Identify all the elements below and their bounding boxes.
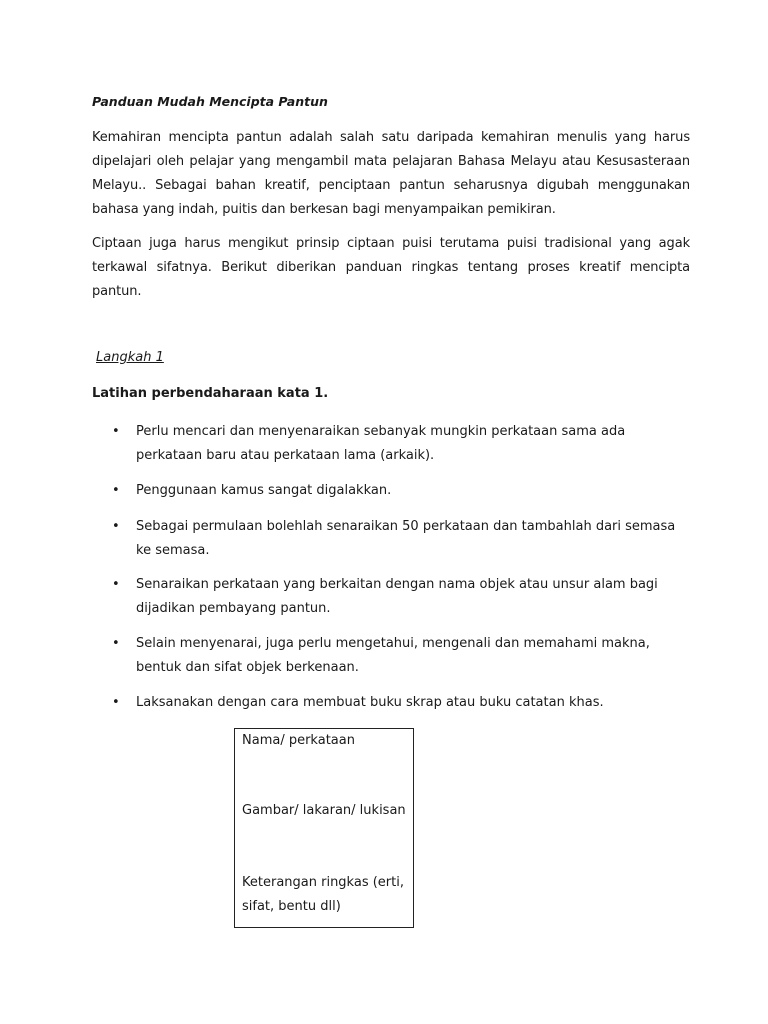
list-item-text: Sebagai permulaan bolehlah senaraikan 50 perkataan dan tambahlah dari semasa ke semasa. (136, 519, 676, 558)
list-item-text: Senaraikan perkataan yang berkaitan dengan nama objek atau unsur alam bagi dijadikan pembayang pantun. (136, 577, 658, 616)
box-name-field: Nama/ perkataan (242, 733, 355, 748)
list-item-text: Perlu mencari dan menyenaraikan sebanyak mungkin perkataan sama ada perkataan baru atau perkataan lama (arkaik). (136, 424, 626, 463)
principle-paragraph: Ciptaan juga harus mengikut prinsip ciptaan puisi terutama puisi tradisional yang agak terkawal sifatnya. Berikut diberikan panduan ringkas tentang proses kreatif mencipta pantun. (92, 236, 690, 299)
box-picture-field: Gambar/ lakaran/ lukisan (242, 803, 406, 818)
step-label: Langkah 1 (96, 350, 164, 365)
notebook-template-box (234, 728, 414, 928)
list-item-text: Laksanakan dengan cara membuat buku skrap atau buku catatan khas. (136, 695, 604, 710)
bullet-icon: • (112, 636, 120, 651)
bullet-icon: • (112, 577, 120, 592)
document-title: Panduan Mudah Mencipta Pantun (92, 94, 328, 109)
bullet-icon: • (112, 424, 120, 439)
bullet-icon: • (112, 695, 120, 710)
bullet-icon: • (112, 483, 120, 498)
intro-paragraph: Kemahiran mencipta pantun adalah salah satu daripada kemahiran menulis yang harus dipelajari oleh pelajar yang mengambil mata pelajaran Bahasa Melayu atau Kesusasteraan Melayu.. Sebagai bahan kreatif, penciptaan pantun seharusnya digubah menggunakan bahasa yang indah, puitis dan berkesan bagi menyampaikan pemikiran. (92, 130, 690, 217)
section-heading: Latihan perbendaharaan kata 1. (92, 386, 329, 401)
bullet-icon: • (112, 519, 120, 534)
list-item-text: Penggunaan kamus sangat digalakkan. (136, 483, 392, 498)
list-item-text: Selain menyenarai, juga perlu mengetahui, mengenali dan memahami makna, bentuk dan sifat objek berkenaan. (136, 636, 650, 675)
box-description-field: Keterangan ringkas (erti, sifat, bentu dll) (242, 875, 404, 914)
